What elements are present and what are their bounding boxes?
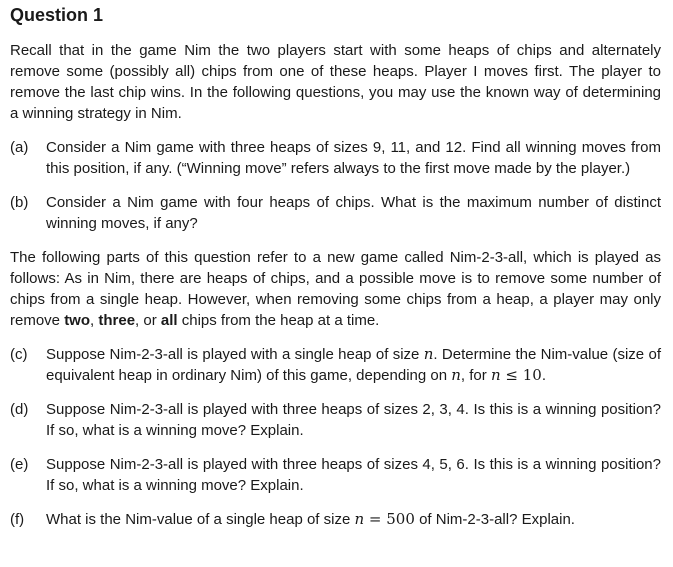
part-c (10, 344, 661, 386)
part-e-label: (e) (10, 456, 29, 473)
part-d-label: (d) (10, 401, 29, 418)
intro-paragraph: Recall that in the game Nim the two players start with some heaps of chips and alternately remove some (possibly all) chips from one of these heaps. Player I moves first. The player to remove the last chip wins. In the following questions, you may use the known way of determining a winning strategy in Nim. (10, 42, 661, 122)
part-f-text-1: What is the Nim-value of a single heap of size (46, 511, 355, 528)
description-text-4: chips from the heap at a time. (177, 312, 380, 329)
part-f-math-n: n (354, 510, 365, 528)
part-c-text-2: . Determine the Nim-value (size of equivalent heap in ordinary Nim) of this game, depending on (46, 346, 661, 384)
part-f-label: (f) (10, 511, 25, 528)
part-d-text: Suppose Nim-2-3-all is played with three heaps of sizes 2, 3, 4. Is this is a winning position? If so, what is a winning move? Explain. (46, 401, 661, 439)
part-c-text (46, 344, 661, 386)
part-c-text-4: . (541, 367, 546, 384)
description-bold-three: three (98, 312, 136, 329)
part-f-text (46, 509, 661, 530)
part-c-label: (c) (10, 346, 28, 363)
description-text-2: , (90, 312, 99, 329)
description-text-3: , or (135, 312, 161, 329)
part-c-text-3: , for (460, 367, 491, 384)
part-f (10, 509, 661, 530)
part-f-math-value: = 500 (364, 510, 415, 528)
part-a-text: Consider a Nim game with three heaps of sizes 9, 11, and 12. Find all winning moves from this position, if any. (“Winning move” refers always to the first move made by the player.) (46, 139, 661, 177)
part-a (10, 137, 661, 179)
part-e-text: Suppose Nim-2-3-all is played with three heaps of sizes 4, 5, 6. Is this is a winning position? If so, what is a winning move? Explain. (46, 456, 661, 494)
part-b-label: (b) (10, 194, 29, 211)
description-text-1: The following parts of this question refer to a new game called Nim-2-3-all, which is played as follows: As in Nim, there are heaps of chips, and a possible move is to remove some number of chips from a single heap. However, when removing some chips from a heap, a player may only remove (10, 249, 661, 329)
description-bold-two: two (64, 312, 91, 329)
part-c-math-n3: n (490, 366, 501, 384)
part-c-math-n1: n (423, 345, 434, 363)
part-b (10, 192, 661, 234)
part-d (10, 399, 661, 441)
nim-2-3-all-description (10, 247, 661, 331)
part-b-text: Consider a Nim game with four heaps of chips. What is the maximum number of distinct winning moves, if any? (46, 194, 661, 232)
part-e (10, 454, 661, 496)
question-title: Question 1 (10, 5, 104, 25)
description-bold-all: all (160, 312, 178, 329)
part-c-text-1: Suppose Nim-2-3-all is played with a single heap of size (46, 346, 424, 363)
part-c-math-bound: ≤ 10 (500, 366, 542, 384)
part-c-math-n2: n (451, 366, 461, 384)
part-f-text-2: of Nim-2-3-all? Explain. (414, 511, 575, 528)
part-a-label: (a) (10, 139, 29, 156)
